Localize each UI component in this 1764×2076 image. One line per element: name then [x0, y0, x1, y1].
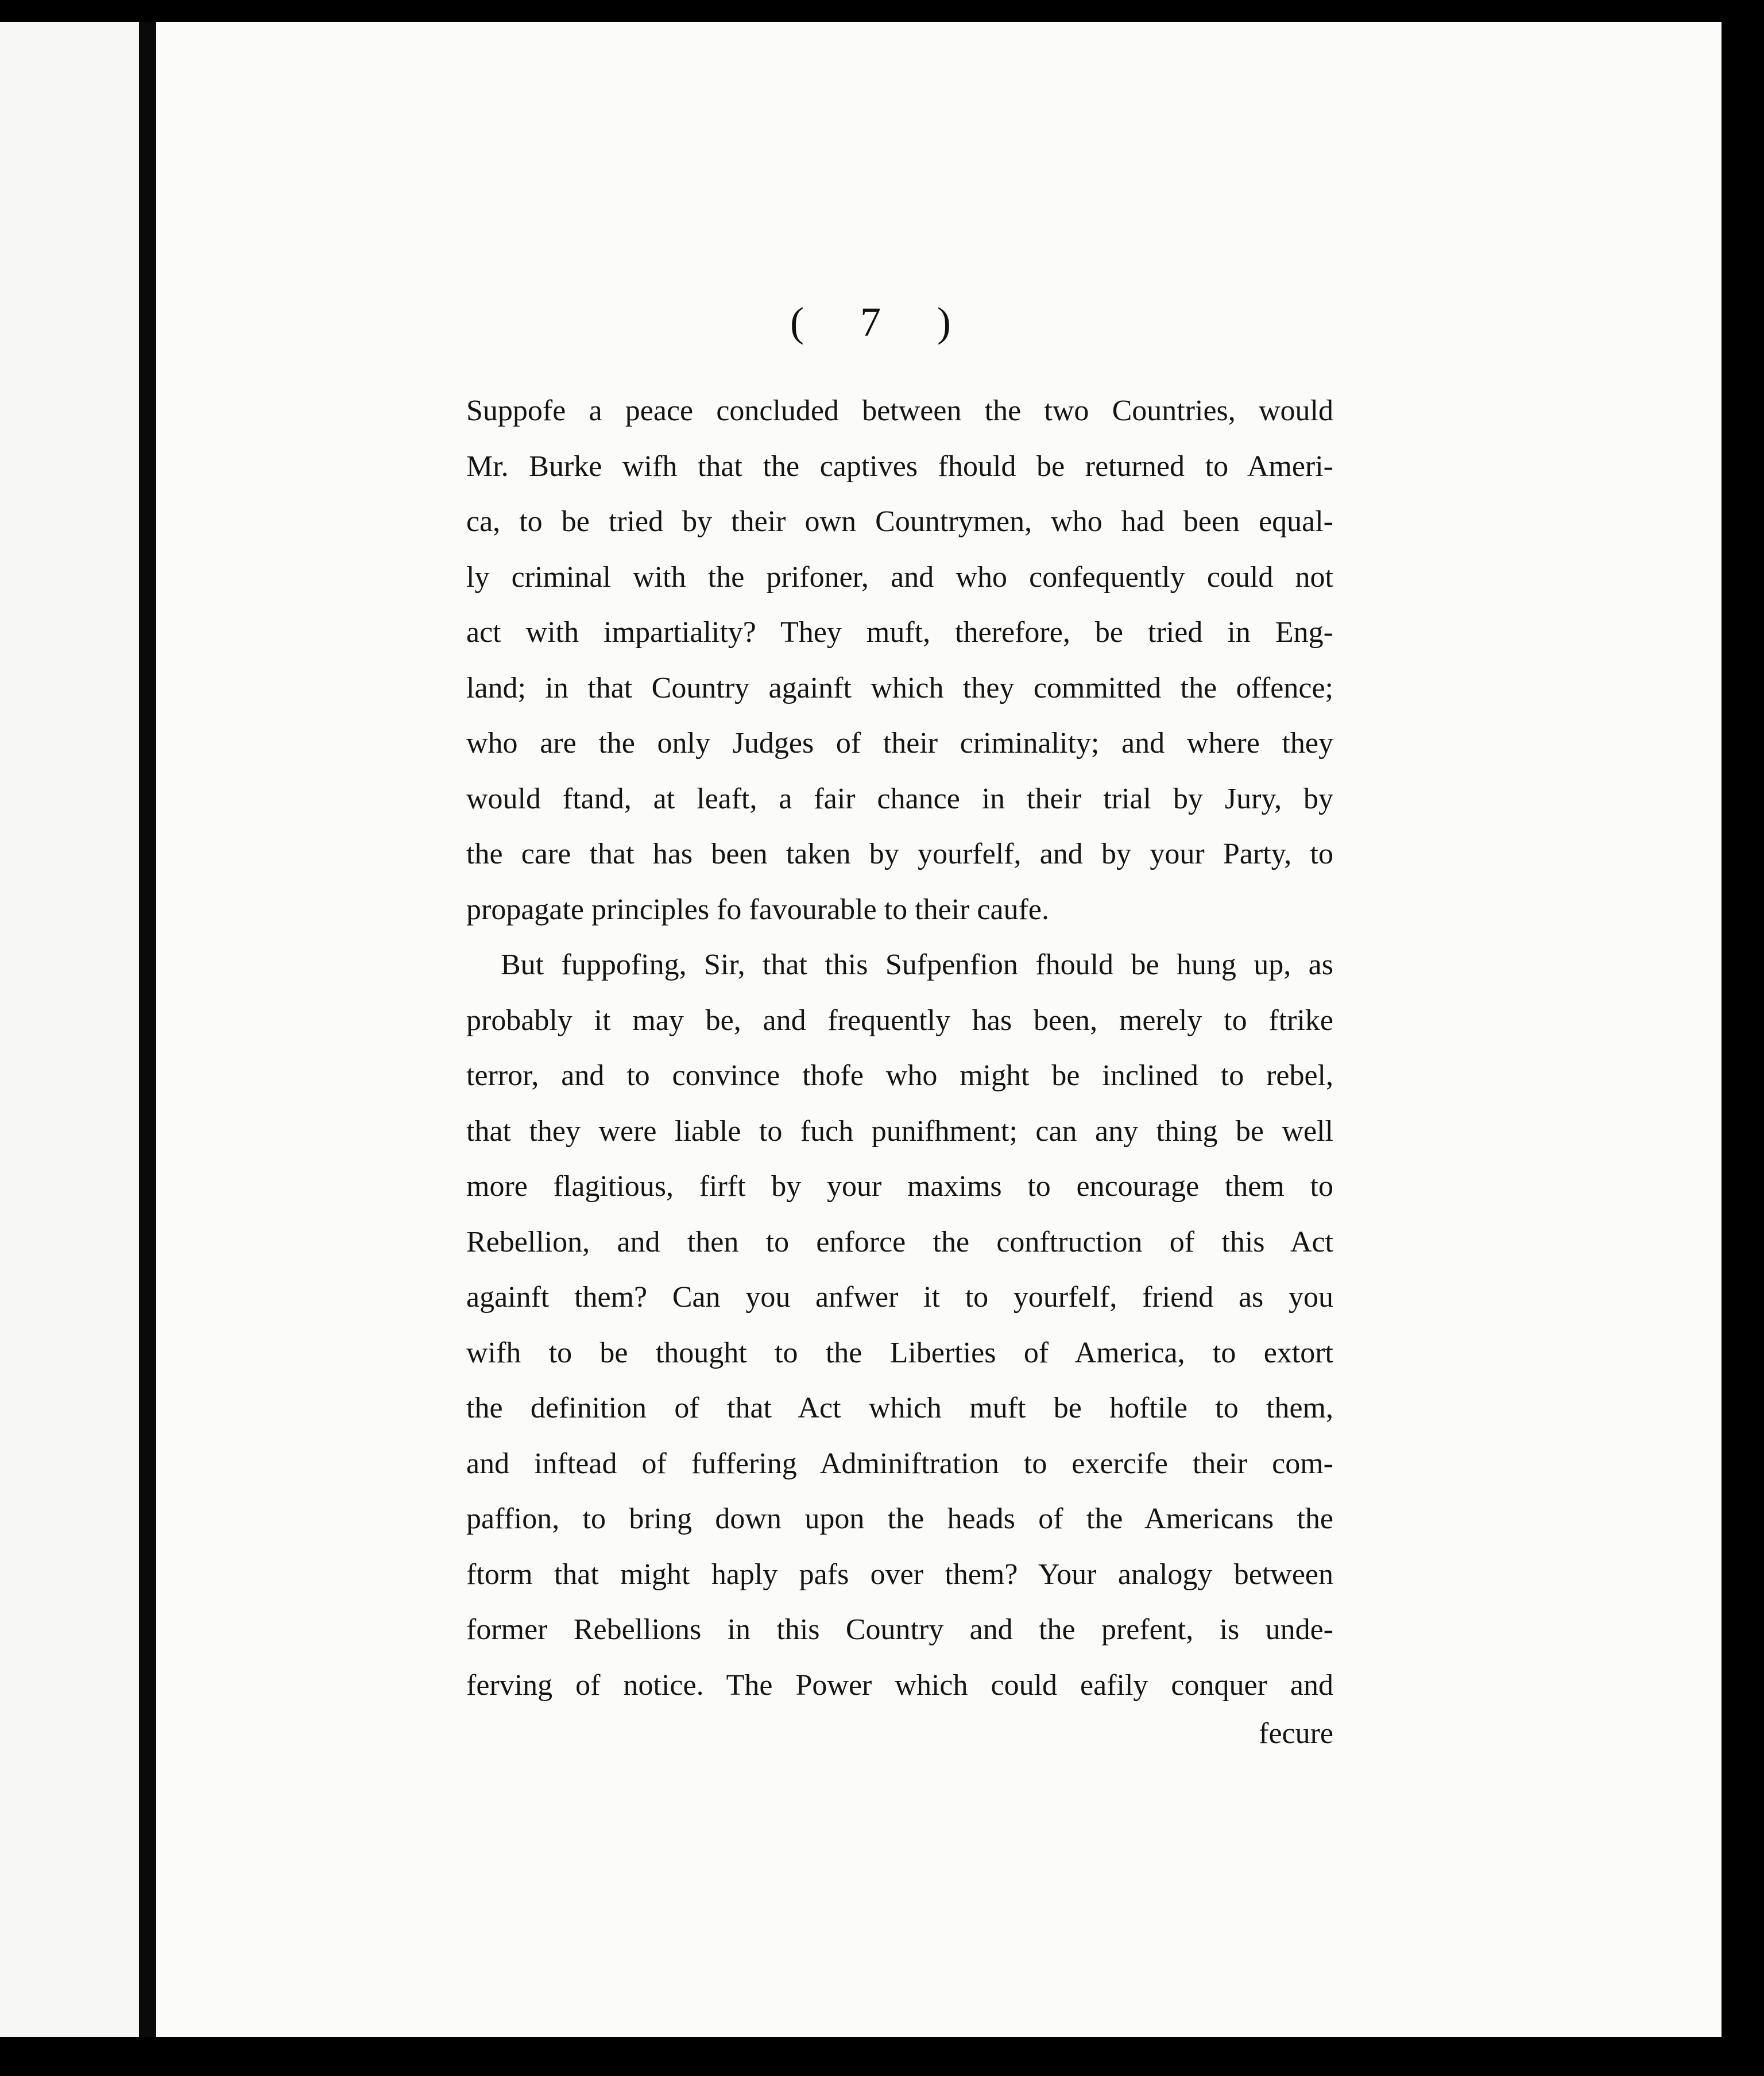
text-line: ftorm that might haply pafs over them? Your analogy between	[466, 1558, 1333, 1591]
text-line: land; in that Country againft which they committed the offence;	[466, 671, 1333, 704]
text-line: more flagitious, firft by your maxims to encourage them to	[466, 1170, 1333, 1203]
text-line: againft them? Can you anfwer it to yourfelf, friend as you	[466, 1281, 1333, 1314]
body-text	[466, 384, 1333, 1713]
text-line: Suppofe a peace concluded between the two Countries, would	[466, 394, 1333, 427]
text-line: act with impartiality? They muft, therefore, be tried in Eng-	[466, 616, 1333, 649]
text-line: wifh to be thought to the Liberties of America, to extort	[466, 1336, 1333, 1369]
page-number: ( 7 )	[790, 299, 974, 345]
text-line: the care that has been taken by yourfelf, and by your Party, to	[466, 838, 1333, 870]
text-line: and inftead of fuffering Adminiftration to exercife their com-	[466, 1447, 1333, 1480]
text-line: who are the only Judges of their criminality; and where they	[466, 727, 1333, 760]
text-line: would ftand, at leaft, a fair chance in their trial by Jury, by	[466, 782, 1333, 815]
text-line: paffion, to bring down upon the heads of the Americans the	[466, 1502, 1333, 1535]
text-line: probably it may be, and frequently has been, merely to ftrike	[466, 1004, 1333, 1037]
text-line: former Rebellions in this Country and the prefent, is unde-	[466, 1613, 1333, 1646]
text-line: Mr. Burke wifh that the captives fhould be returned to Ameri-	[466, 450, 1333, 483]
paragraph-2	[466, 938, 1333, 1713]
paragraph-1	[466, 384, 1333, 938]
text-line: the definition of that Act which muft be hoftile to them,	[466, 1392, 1333, 1424]
text-line: ly criminal with the prifoner, and who confequently could not	[466, 560, 1333, 594]
text-line: ferving of notice. The Power which could eafily conquer and	[466, 1668, 1333, 1702]
text-line: propagate principles fo favourable to their caufe.	[466, 893, 1049, 926]
catchword: fecure	[1259, 1717, 1333, 1750]
text-line: that they were liable to fuch punifhment; can any thing be well	[466, 1114, 1333, 1148]
text-line: ca, to be tried by their own Countrymen, who had been equal-	[466, 505, 1333, 538]
text-line: terror, and to convince thofe who might be inclined to rebel,	[466, 1059, 1333, 1092]
text-line: But fuppofing, Sir, that this Sufpenfion fhould be hung up, as	[501, 948, 1333, 981]
text-line: Rebellion, and then to enforce the conftruction of this Act	[466, 1225, 1333, 1258]
